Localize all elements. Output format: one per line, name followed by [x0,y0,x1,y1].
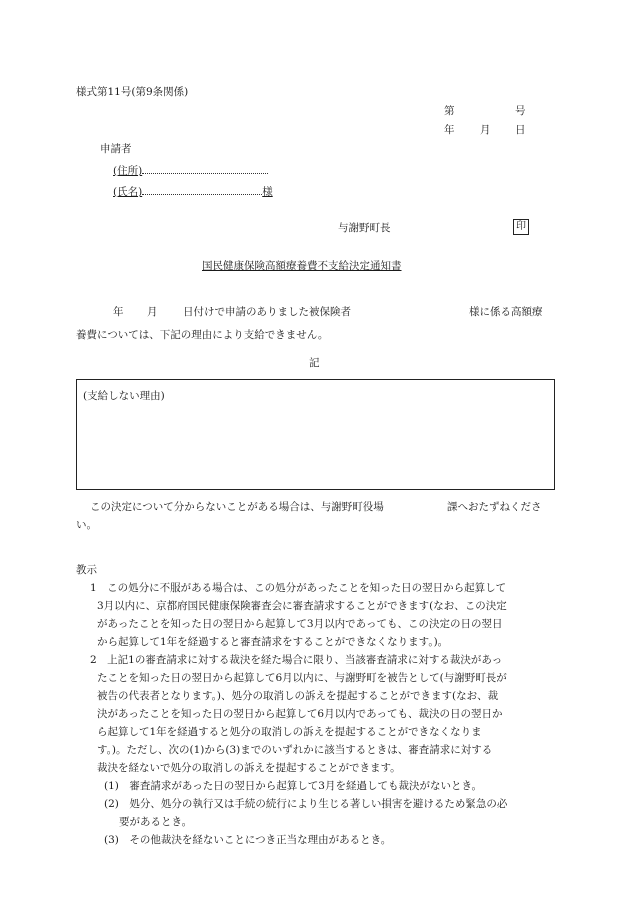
name-label: (氏名) [113,186,143,198]
kyoji-line: 決があったことを知った日の翌日から起算して6月以内であっても、裁決の日の翌日か [97,708,503,720]
doc-date-year: 年 [444,124,455,136]
kyoji-line: 被告の代表者となります。)、処分の取消しの訴えを提起することができます(なお、裁 [97,690,499,702]
body-year: 年 [113,306,124,318]
form-number: 様式第11号(第9条関係) [76,86,189,98]
kyoji-line: 裁決を経ないで処分の取消しの訴えを提起することができます。 [97,762,401,774]
seal-stamp: 印 [513,219,529,235]
honorific-sama: 様 [262,186,273,198]
applicant-label: 申請者 [100,143,132,155]
address-dotted-line [142,162,268,174]
applicant-name-row [113,183,273,199]
kyoji-line: (3) その他裁決を経ないことにつき正当な理由があるとき。 [104,834,392,846]
ki-heading: 記 [309,357,320,369]
doc-date-day: 日 [515,124,526,136]
kyoji-line: (1) 審査請求があった日の翌日から起算して3月を経過しても裁決がないとき。 [104,780,483,792]
kyoji-line: から起算して1年を経過すると審査請求をすることができなくなります。)。 [97,636,449,648]
decision-text-2: 課へおたずねくださ [447,501,542,513]
body-text-3: 養費については、下記の理由により支給できません。 [76,329,329,341]
kyoji-line: ら起算して1年を経過すると処分の取消しの訴えを提起することができなくなりま [97,726,482,738]
issuer-mayor: 与謝野町長 [338,222,391,234]
kyoji-line: 要があるとき。 [119,816,193,828]
body-month: 月 [147,306,158,318]
kyoji-line: 3月以内に、京都府国民健康保険審査会に審査請求することができます(なお、この決定 [97,600,507,612]
applicant-address-row [113,162,268,178]
kyoji-line: があったことを知った日の翌日から起算して3月以内であっても、この決定の日の翌日 [97,618,503,630]
kyoji-heading: 教示 [76,564,97,576]
kyoji-line: たことを知った日の翌日から起算して6月以内に、与謝野町を被告として(与謝野町長が [97,672,507,684]
kyoji-line: 2 上記1の審査請求に対する裁決を経た場合に限り、当該審査請求に対する裁決があっ [90,654,503,666]
body-text-1: 日付けで申請のありました被保険者 [183,306,351,318]
doc-date-month: 月 [480,124,491,136]
kyoji-line: 1 この処分に不服がある場合は、この処分があったことを知った日の翌日から起算して [90,582,507,594]
kyoji-line: (2) 処分、処分の執行又は手続の続行により生じる著しい損害を避けるため緊急の必 [104,798,508,810]
document-title: 国民健康保険高額療養費不支給決定通知書 [202,260,402,272]
reason-label: (支給しない理由) [83,390,165,402]
kyoji-line: す。)。ただし、次の(1)から(3)までのいずれかに該当するときは、審査請求に対する [97,744,493,756]
body-text-2: 様に係る高額療 [469,306,543,318]
decision-text-1: この決定について分からないことがある場合は、与謝野町役場 [90,501,384,513]
decision-text-3: い。 [76,519,97,531]
name-dotted-line [142,183,262,195]
doc-number-go: 号 [515,105,526,117]
doc-number-dai: 第 [444,105,455,117]
reason-box [76,379,555,490]
address-label: (住所) [113,165,143,177]
